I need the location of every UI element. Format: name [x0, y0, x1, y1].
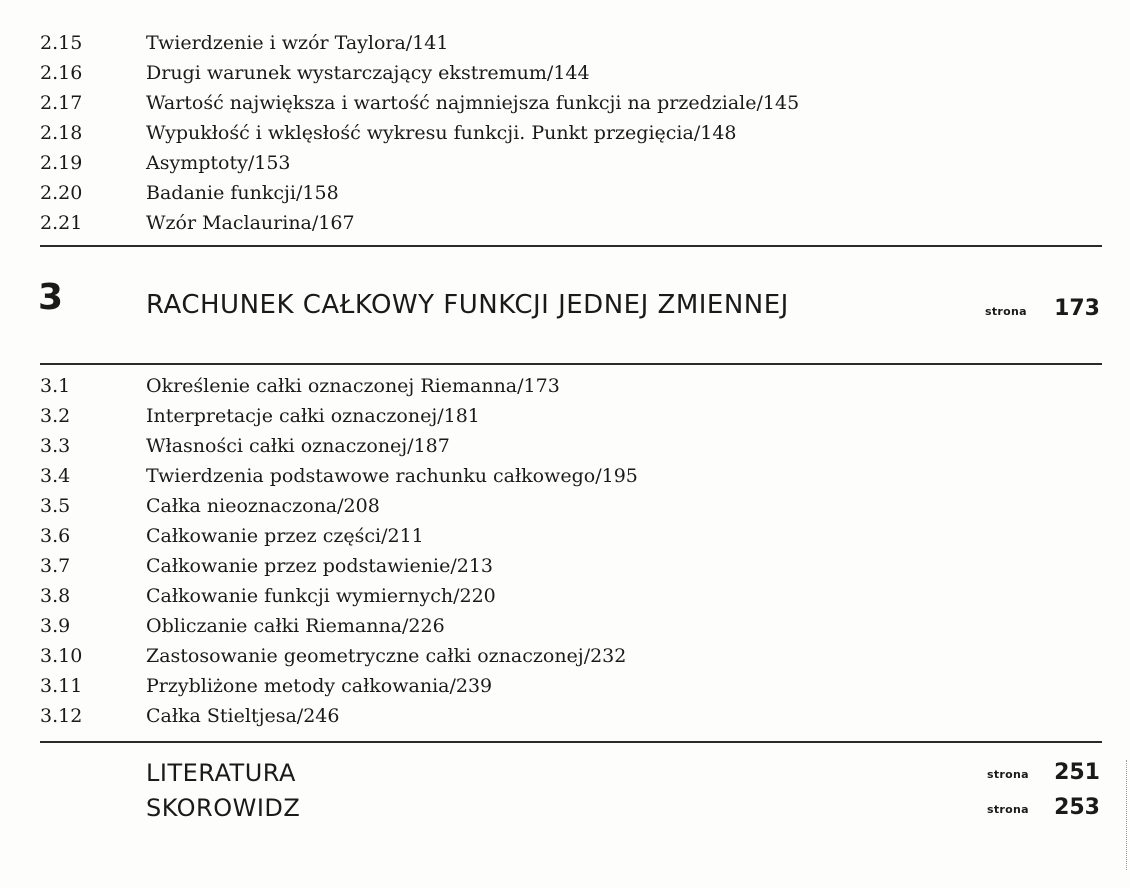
entry-title: Określenie całki oznaczonej Riemanna/173 [146, 375, 560, 397]
toc-entry [0, 208, 1130, 238]
toc-entry [0, 521, 1130, 551]
entry-title: Własności całki oznaczonej/187 [146, 435, 450, 457]
entry-title: Całka nieoznaczona/208 [146, 495, 380, 517]
entry-number: 3.5 [40, 495, 71, 517]
entry-number: 2.15 [40, 32, 83, 54]
back-matter-page-number: 251 [1054, 760, 1100, 785]
entry-number: 3.10 [40, 645, 83, 667]
toc-entry [0, 581, 1130, 611]
section-3-entries [0, 371, 1130, 731]
section-2-entries [0, 28, 1130, 238]
entry-title: Wzór Maclaurina/167 [146, 212, 355, 234]
toc-entry [0, 58, 1130, 88]
toc-entry [0, 431, 1130, 461]
entry-number: 3.7 [40, 555, 71, 577]
entry-number: 3.12 [40, 705, 83, 727]
toc-entry [0, 371, 1130, 401]
entry-number: 2.18 [40, 122, 83, 144]
page-label: strona [987, 803, 1029, 816]
entry-number: 3.4 [40, 465, 71, 487]
toc-entry [0, 461, 1130, 491]
entry-number: 3.6 [40, 525, 71, 547]
section-divider [40, 245, 1102, 247]
chapter-page-number: 173 [1054, 296, 1100, 321]
entry-number: 2.17 [40, 92, 83, 114]
back-matter-title: SKOROWIDZ [146, 794, 301, 822]
toc-entry [0, 671, 1130, 701]
entry-number: 2.16 [40, 62, 83, 84]
section-divider [40, 741, 1102, 743]
toc-entry [0, 401, 1130, 431]
toc-entry [0, 118, 1130, 148]
page-label: strona [985, 305, 1027, 318]
scan-margin-artifact [1126, 760, 1128, 870]
chapter-title: RACHUNEK CAŁKOWY FUNKCJI JEDNEJ ZMIENNEJ [146, 290, 789, 320]
entry-number: 2.20 [40, 182, 83, 204]
entry-title: Twierdzenie i wzór Taylora/141 [146, 32, 449, 54]
entry-number: 3.2 [40, 405, 71, 427]
toc-entry [0, 551, 1130, 581]
entry-title: Twierdzenia podstawowe rachunku całkowego/195 [146, 465, 638, 487]
entry-number: 3.3 [40, 435, 71, 457]
toc-entry [0, 178, 1130, 208]
toc-entry [0, 611, 1130, 641]
entry-number: 3.1 [40, 375, 71, 397]
entry-title: Całkowanie przez części/211 [146, 525, 424, 547]
entry-number: 2.19 [40, 152, 83, 174]
entry-number: 3.9 [40, 615, 71, 637]
back-matter-title: LITERATURA [146, 759, 296, 787]
entry-title: Zastosowanie geometryczne całki oznaczonej/232 [146, 645, 627, 667]
entry-title: Badanie funkcji/158 [146, 182, 339, 204]
entry-title: Asymptoty/153 [146, 152, 291, 174]
entry-title: Całkowanie przez podstawienie/213 [146, 555, 494, 577]
toc-entry [0, 148, 1130, 178]
entry-title: Przybliżone metody całkowania/239 [146, 675, 493, 697]
entry-number: 3.8 [40, 585, 71, 607]
entry-title: Interpretacje całki oznaczonej/181 [146, 405, 480, 427]
toc-entry [0, 28, 1130, 58]
entry-title: Wypukłość i wklęsłość wykresu funkcji. Punkt przegięcia/148 [146, 122, 737, 144]
toc-entry [0, 701, 1130, 731]
toc-entry [0, 491, 1130, 521]
entry-title: Całkowanie funkcji wymiernych/220 [146, 585, 496, 607]
page-label: strona [987, 768, 1029, 781]
toc-entry [0, 88, 1130, 118]
entry-number: 3.11 [40, 675, 83, 697]
entry-title: Wartość największa i wartość najmniejsza funkcji na przedziale/145 [146, 92, 800, 114]
entry-title: Drugi warunek wystarczający ekstremum/144 [146, 62, 590, 84]
toc-entry [0, 641, 1130, 671]
entry-title: Obliczanie całki Riemanna/226 [146, 615, 445, 637]
back-matter-page-number: 253 [1054, 795, 1100, 820]
entry-number: 2.21 [40, 212, 83, 234]
section-divider [40, 363, 1102, 365]
chapter-number: 3 [38, 277, 64, 318]
entry-title: Całka Stieltjesa/246 [146, 705, 340, 727]
